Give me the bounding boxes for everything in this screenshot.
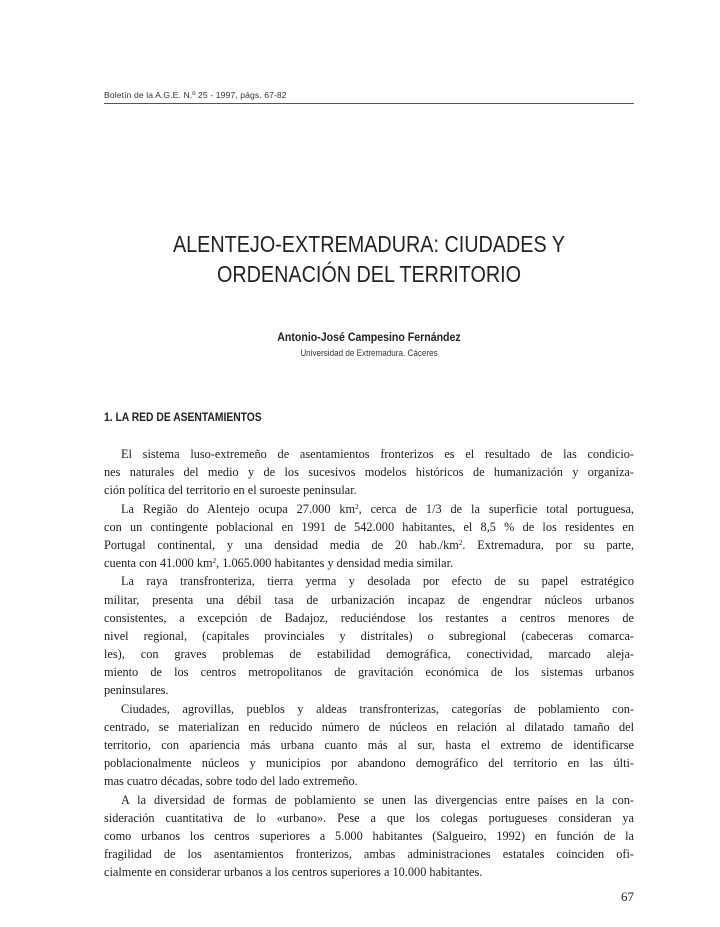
body-line-segment: La Região do Alentejo ocupa 27.000 km	[121, 501, 356, 516]
body-line: peninsulares.	[104, 683, 169, 698]
body-line: como urbanos los centros superiores a 5.000 habitantes (Salgueiro, 1992) en función de la	[104, 828, 634, 843]
body-line	[104, 536, 634, 554]
section-heading: 1. LA RED DE ASENTAMIENTOS	[104, 410, 262, 424]
body-line: Ciudades, agrovillas, pueblos y aldeas transfronterizas, categorías de poblamiento con-	[121, 701, 634, 716]
body-line: A la diversidad de formas de poblamiento se unen las divergencias entre países en la con-	[121, 792, 634, 807]
title-line-1: ALENTEJO-EXTREMADURA: CIUDADES Y	[172, 231, 565, 257]
article-title	[141, 229, 597, 289]
body-line	[104, 554, 634, 572]
body-line: les), con graves problemas de estabilidad demográfica, conectividad, marcado aleja-	[104, 647, 634, 662]
author-affiliation: Universidad de Extremadura. Cáceres	[300, 348, 438, 358]
body-line: La raya transfronteriza, tierra yerma y desolada por efecto de su papel estratégico	[121, 574, 634, 589]
body-line-segment: . Extremadura, por su parte,	[462, 537, 634, 552]
body-line: cialmente en considerar urbanos a los centros superiores a 10.000 habitantes.	[104, 865, 483, 880]
body-line: El sistema luso-extremeño de asentamientos fronterizos es el resultado de las condicio-	[121, 447, 634, 461]
body-line: poblacionalmente núcleos y municipios por abandono demográfico del territorio en las últi-	[104, 756, 634, 771]
superscript: 2	[458, 538, 463, 547]
body-line-segment: cuenta con 41.000 km	[104, 556, 213, 571]
body-line: mas cuatro décadas, sobre todo del lado extremeño.	[104, 774, 358, 789]
author-name: Antonio-José Campesino Fernández	[277, 332, 461, 344]
superscript: 2	[355, 502, 359, 511]
superscript: 2	[212, 557, 217, 566]
body-text	[104, 445, 634, 882]
body-line: militar, presenta una débil tasa de urbanización incapaz de engendrar núcleos urbanos	[104, 592, 634, 607]
body-line: fragilidad de los asentamientos fronterizos, ambas administraciones estatales coinciden ofi-	[104, 847, 634, 862]
body-line: consistentes, a excepción de Badajoz, reduciéndose los restantes a centros menores de	[104, 610, 634, 625]
title-line-2: ORDENACIÓN DEL TERRITORIO	[216, 261, 522, 287]
page-number: 67	[621, 889, 634, 904]
running-head: Boletín de la A.G.E. N.º 25 - 1997, págs. 67-82	[104, 90, 634, 104]
body-line-segment: , 1.065.000 habitantes y densidad media similar.	[216, 556, 454, 571]
body-line-segment: , cerca de 1/3 de la superficie total portuguesa,	[358, 501, 634, 516]
body-line: centrado, se materializan en reducido número de núcleos en relación al dilatado tamaño del	[104, 719, 634, 734]
body-line: miento de los centros metropolitanos de gravitación económica de los sistemas urbanos	[104, 665, 634, 680]
body-line-segment: Portugal continental, y una densidad media de 20 hab./km	[104, 537, 459, 552]
body-line: territorio, con apariencia más urbana cuanto más al sur, hasta el extremo de identificarse	[104, 738, 634, 752]
body-line: sideración cuantitativa de lo «urbano». Pese a que los colegas portugueses consideran ya	[104, 810, 634, 825]
body-line: nivel regional, (capitales provinciales y distritales) o subregional (cabeceras comarca-	[104, 628, 634, 643]
body-line: ción política del territorio en el suroeste peninsular.	[104, 483, 357, 498]
body-line: con un contingente poblacional en 1991 de 542.000 habitantes, el 8,5 % de los residentes en	[104, 519, 634, 534]
body-line	[104, 500, 634, 518]
body-line: nes naturales del medio y de los sucesivos modelos históricos de humanización y organiza-	[104, 465, 634, 480]
